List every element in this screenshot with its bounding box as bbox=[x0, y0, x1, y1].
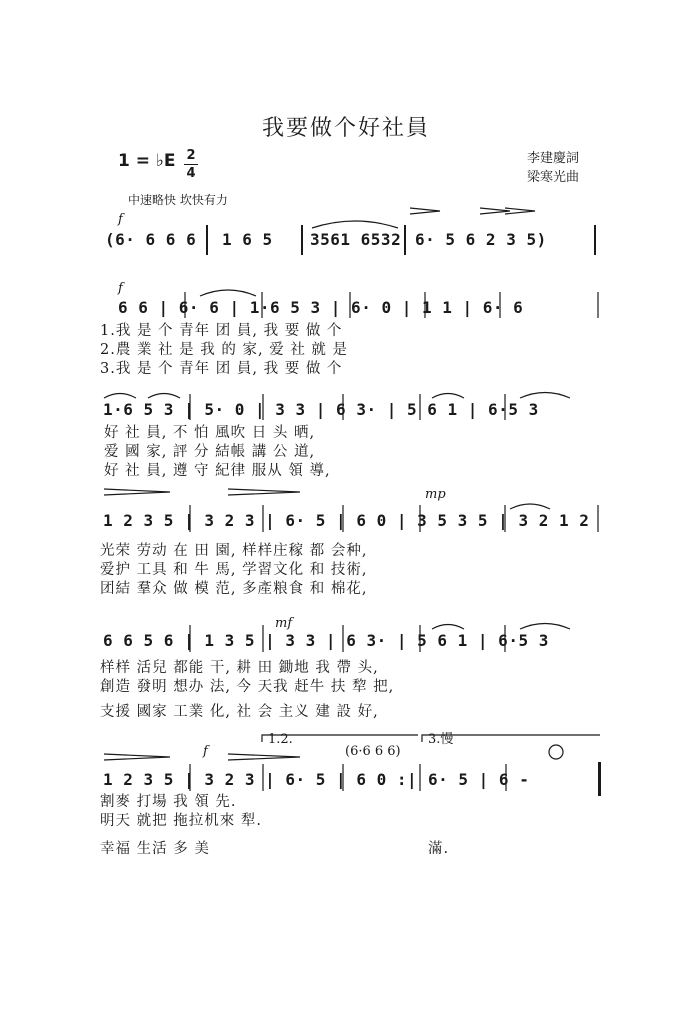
fermata-mark bbox=[549, 745, 563, 759]
dynamic-f-intro: f bbox=[118, 212, 123, 227]
slur bbox=[510, 504, 550, 509]
system-1-lyric-3: 3.我 是 个 青年 团 員, 我 要 做 个 bbox=[100, 361, 343, 377]
slur bbox=[520, 624, 570, 630]
intro-notes-2: 1 6 5 bbox=[222, 230, 273, 249]
system-2-lyric-1: 好 社 員, 不 怕 風吹 日 头 晒, bbox=[104, 425, 316, 441]
composer-credit: 梁寒光曲 bbox=[527, 170, 580, 185]
slur bbox=[200, 290, 256, 296]
system-5-lyric-3: 幸福 生活 多 美 bbox=[100, 841, 210, 857]
system-5-notes: 1 2 3 5 | 3 2 3 | 6· 5 | 6 0 :| bbox=[103, 770, 418, 789]
dynamic-f-5: f bbox=[203, 744, 208, 759]
diminuendo-hairpin bbox=[104, 489, 170, 495]
tempo-marking: 中速略快 坎快有力 bbox=[128, 193, 228, 207]
diminuendo-hairpin bbox=[410, 208, 440, 214]
dynamic-mp: mp bbox=[425, 487, 446, 502]
volta-bracket bbox=[262, 735, 418, 742]
system-4-lyric-2: 創造 發明 想办 法, 今 天我 赶牛 扶 犂 把, bbox=[100, 679, 395, 695]
volta-3: 3.慢 bbox=[428, 732, 454, 747]
bracket-notes: (6·6 6 6) bbox=[345, 744, 401, 759]
volta-bracket bbox=[422, 735, 600, 742]
system-2-notes: 1·6 5 3 | 5· 0 | 3 3 | 6 3· | 5 6 1 | 6·5 3 bbox=[103, 400, 539, 419]
system-3-lyric-3: 团結 羣众 做 模 范, 多產粮食 和 棉花, bbox=[100, 581, 368, 597]
time-signature-bottom: 4 bbox=[186, 166, 196, 181]
intro-notes-4: 6· 5 6 2 3 5) bbox=[415, 230, 547, 249]
intro-notes-3: 3561 6532 bbox=[310, 230, 402, 249]
diminuendo-hairpin bbox=[480, 208, 510, 214]
system-5-lyric-2: 明天 就把 拖拉机來 犁. bbox=[100, 813, 262, 829]
system-3-lyric-2: 爱护 工具 和 牛 馬, 学習文化 和 技術, bbox=[100, 562, 368, 578]
system-1-lyric-2: 2.農 業 社 是 我 的 家, 爱 社 就 是 bbox=[100, 342, 349, 358]
slur bbox=[432, 625, 464, 630]
diminuendo-hairpin bbox=[228, 489, 300, 495]
intro-notes-1: (6· 6 6 6 bbox=[105, 230, 197, 249]
lyricist-credit: 李建慶詞 bbox=[527, 151, 580, 166]
system-2-lyric-2: 爱 國 家, 評 分 結帳 講 公 道, bbox=[104, 444, 316, 460]
slur bbox=[148, 394, 180, 399]
slur bbox=[104, 394, 136, 399]
slur bbox=[312, 221, 398, 228]
system-5-lyric-1: 割麥 打場 我 領 先. bbox=[100, 794, 237, 810]
key-signature: 1 = ♭E bbox=[118, 151, 176, 171]
system-5-notes-end: 6· 5 | 6 - bbox=[428, 770, 530, 789]
page-title: 我要做个好社員 bbox=[262, 116, 431, 141]
system-1-lyric-1: 1.我 是 个 青年 团 員, 我 要 做 个 bbox=[100, 323, 343, 339]
system-2-lyric-3: 好 社 員, 遵 守 紀律 服从 領 導, bbox=[104, 463, 331, 479]
time-signature-top: 2 bbox=[184, 148, 198, 165]
dynamic-f-1: f bbox=[118, 281, 123, 296]
volta-1-2: 1.2. bbox=[268, 732, 293, 747]
system-5-lyric-end: 滿. bbox=[428, 841, 450, 857]
diminuendo-hairpin bbox=[104, 754, 170, 760]
system-3-notes: 1 2 3 5 | 3 2 3 | 6· 5 | 6 0 | 3 5 3 5 | 3 2 1 2 bbox=[103, 511, 590, 530]
system-4-notes: 6 6 5 6 | 1 3 5 | 3 3 | 6 3· | 5 6 1 | 6·5 3 bbox=[103, 631, 549, 650]
slur bbox=[520, 393, 570, 399]
dynamic-mf: mf bbox=[275, 616, 293, 631]
system-4-lyric-1: 样样 活兒 都能 干, 耕 田 鋤地 我 帶 头, bbox=[100, 660, 379, 676]
system-1-notes: 6 6 | 6· 6 | 1·6 5 3 | 6· 0 | 1 1 | 6· 6 bbox=[118, 298, 524, 317]
system-3-lyric-1: 光荣 劳动 在 田 園, 样样庄稼 都 会种, bbox=[100, 543, 368, 559]
slur bbox=[432, 394, 464, 399]
system-4-lyric-3: 支援 國家 工業 化, 社 会 主义 建 設 好, bbox=[100, 704, 379, 720]
diminuendo-hairpin bbox=[228, 754, 300, 760]
